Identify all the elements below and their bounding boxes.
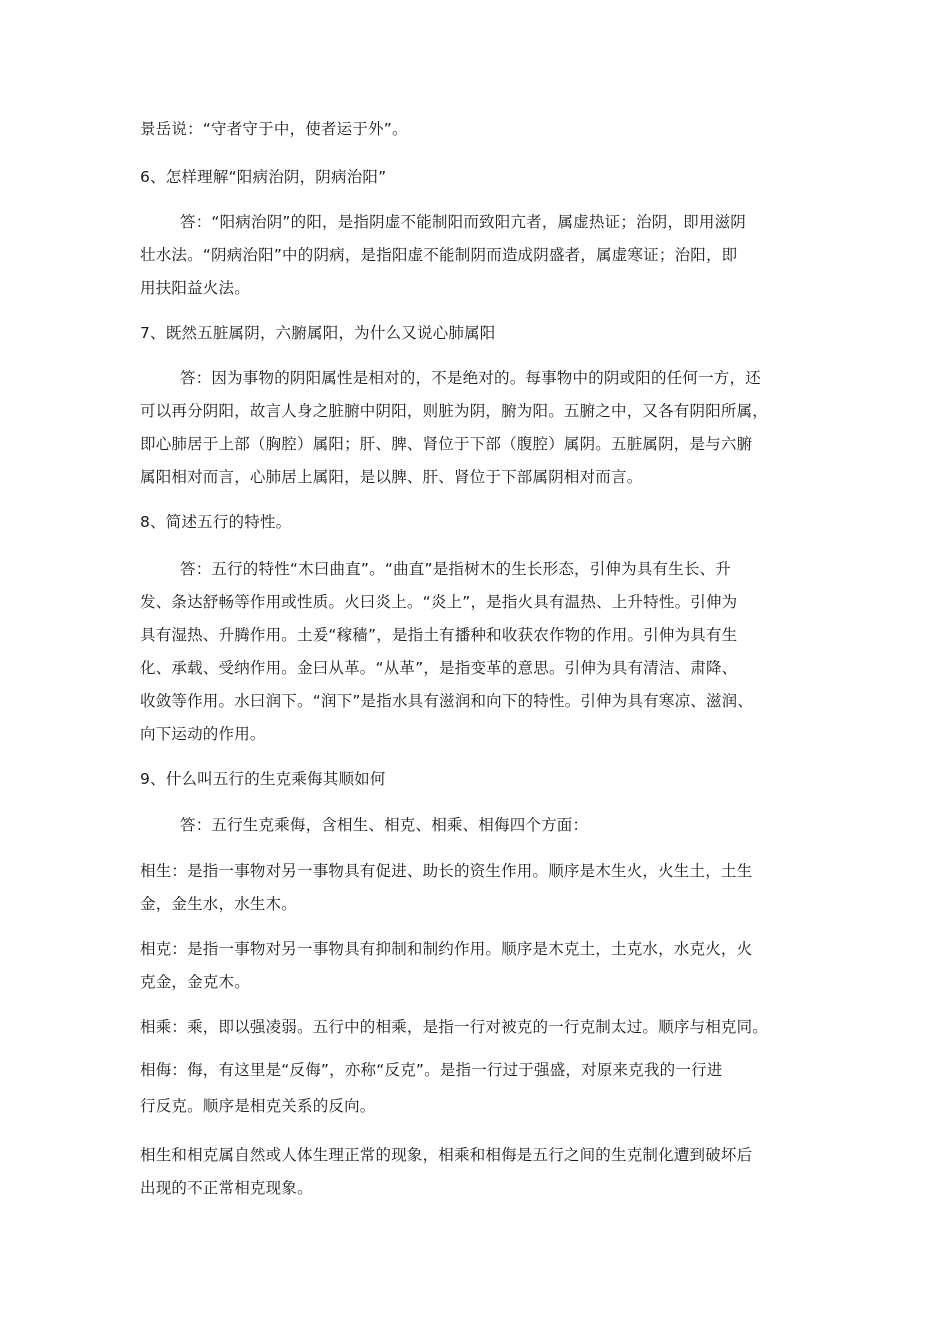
answer-7-line-2: 可以再分阴阳，故言人身之脏腑中阴阳，则脏为阴，腑为阳。五腑之中，又各有阴阳所属， (140, 402, 769, 420)
answer-9-intro: 答：五行生克乘侮，含相生、相克、相乘、相侮四个方面： (180, 816, 589, 834)
answer-8-line-5: 收敛等作用。水曰润下。“润下”是指水具有滋润和向下的特性。引伸为具有寒凉、滋润、 (140, 692, 754, 710)
answer-8-line-2: 发、条达舒畅等作用或性质。火曰炎上。“炎上”，是指火具有温热、上升特性。引伸为 (140, 593, 738, 611)
answer-7-line-4: 属阳相对而言，心肺居上属阳，是以脾、肝、肾位于下部属阴相对而言。 (140, 468, 643, 486)
xiangke-line-2: 克金，金克木。 (140, 973, 250, 991)
question-6-heading: 6、怎样理解“阳病治阴，阴病治阳” (140, 168, 387, 186)
xiangwu-line-1: 相侮：侮，有这里是“反侮”，亦称“反克”。是指一行过于强盛，对原来克我的一行进 (140, 1061, 723, 1079)
summary-line-1: 相生和相克属自然或人体生理正常的现象，相乘和相侮是五行之间的生克制化遭到破坏后 (140, 1146, 753, 1164)
answer-6-line-1: 答：“阳病治阴”的阳，是指阴虚不能制阳而致阳亢者，属虚热证；治阴，即用滋阴 (180, 213, 746, 231)
xiangsheng-line-1: 相生：是指一事物对另一事物具有促进、助长的资生作用。顺序是木生火，火生土，土生 (140, 862, 753, 880)
summary-line-2: 出现的不正常相克现象。 (140, 1179, 313, 1197)
xiangcheng-line: 相乘：乘，即以强凌弱。五行中的相乘，是指一行对被克的一行克制太过。顺序与相克同。 (140, 1018, 769, 1036)
answer-8-line-4: 化、承载、受纳作用。金曰从革。“从革”，是指变革的意思。引伸为具有清洁、肃降、 (140, 659, 738, 677)
answer-6-line-3: 用扶阳益火法。 (140, 279, 250, 297)
answer-8-line-1: 答：五行的特性“木曰曲直”。“曲直”是指树木的生长形态，引伸为具有生长、升 (180, 560, 732, 578)
answer-7-line-3: 即心肺居于上部（胸腔）属阳；肝、脾、肾位于下部（腹腔）属阴。五脏属阴，是与六腑 (140, 435, 753, 453)
xiangsheng-line-2: 金，金生水，水生木。 (140, 895, 298, 913)
question-7-heading: 7、既然五脏属阴，六腑属阳，为什么又说心肺属阳 (140, 324, 496, 342)
answer-8-line-6: 向下运动的作用。 (140, 725, 266, 743)
question-8-heading: 8、简述五行的特性。 (140, 513, 292, 531)
answer-8-line-3: 具有湿热、升腾作用。土爰“稼穑”，是指土有播种和收获农作物的作用。引伸为具有生 (140, 626, 738, 644)
xiangwu-line-2: 行反克。顺序是相克关系的反向。 (140, 1097, 376, 1115)
answer-6-line-2: 壮水法。“阴病治阳”中的阴病，是指阳虚不能制阴而造成阴盛者，属虚寒证；治阳，即 (140, 246, 738, 264)
quote-line: 景岳说：“守者守于中，使者运于外”。 (140, 120, 408, 138)
xiangke-line-1: 相克：是指一事物对另一事物具有抑制和制约作用。顺序是木克土，土克水，水克火，火 (140, 940, 753, 958)
answer-7-line-1: 答：因为事物的阴阳属性是相对的，不是绝对的。每事物中的阴或阳的任何一方，还 (180, 369, 761, 387)
question-9-heading: 9、什么叫五行的生克乘侮其顺如何 (140, 770, 386, 788)
